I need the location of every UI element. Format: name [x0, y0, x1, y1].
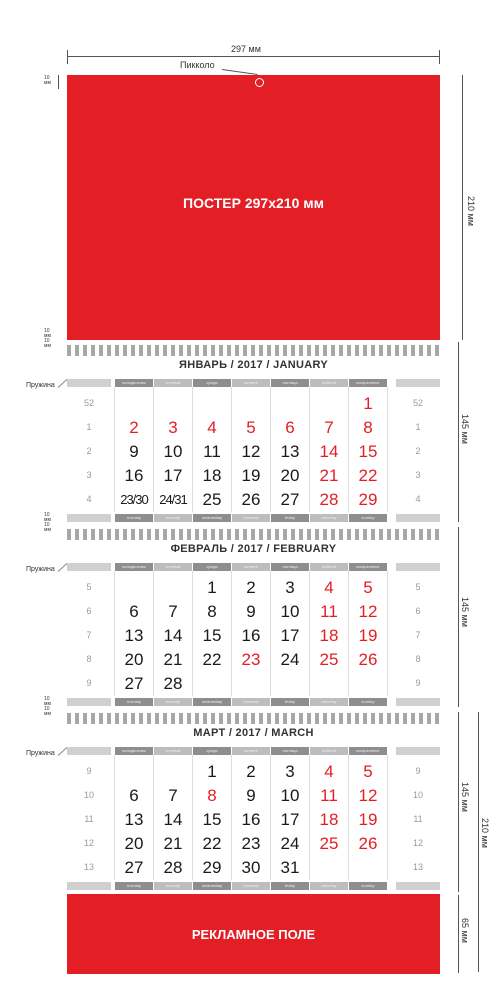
calendar-day: 1: [363, 394, 373, 413]
week-number: 8: [415, 654, 421, 664]
poster-height-line: [462, 75, 463, 340]
calendar-day: 13: [124, 810, 144, 829]
calendar-day: 7: [168, 786, 178, 805]
week-number: 12: [83, 838, 94, 848]
calendar-day: 20: [124, 650, 144, 669]
calendar-day: 16: [124, 466, 144, 485]
calendar-day: 22: [202, 650, 222, 669]
calendar-day: 8: [207, 602, 217, 621]
weekday-label: пятница: [271, 379, 309, 387]
week-number: 3: [415, 470, 421, 480]
week-number: 11: [413, 814, 423, 824]
week-number: 7: [415, 630, 421, 640]
weekday-label: четверг: [232, 379, 270, 387]
weekday-label: четверг: [232, 563, 270, 571]
weekday-header-ru: [115, 379, 388, 387]
block-dim-line-1: [458, 342, 459, 522]
week-number: 2: [86, 446, 92, 456]
calendar-day: 4: [207, 418, 217, 437]
block3-height-label: 145 мм: [460, 782, 470, 812]
calendar-day: 3: [285, 578, 295, 597]
calendar-day: 18: [202, 466, 222, 485]
calendar-day: 24/31: [159, 492, 187, 507]
calendar-day: 28: [163, 858, 183, 877]
week-header-bar: [396, 747, 440, 755]
calendar-day: 24: [280, 650, 300, 669]
week-number: 7: [86, 630, 92, 640]
calendar-day: 3: [285, 762, 295, 781]
calendar-day: 28: [319, 490, 339, 509]
week-number: 9: [415, 766, 421, 776]
calendar-day: 26: [358, 834, 378, 853]
calendar-day: 27: [280, 490, 300, 509]
calendar-day: 6: [285, 418, 295, 437]
calendar-day: 2: [129, 418, 139, 437]
weekday-header-en: [115, 514, 388, 522]
weekday-header-ru: [115, 747, 388, 755]
calendar-day: 17: [163, 466, 183, 485]
spring-dim-label: 10 мм 10 мм: [44, 512, 51, 533]
calendar-day: 29: [202, 858, 222, 877]
calendar-day: 22: [202, 834, 222, 853]
calendar-day: 13: [124, 626, 144, 645]
weekday-label-en: sunday: [349, 882, 387, 890]
weekday-label: среда: [193, 379, 231, 387]
spring-binding: [67, 345, 440, 356]
ad-text: РЕКЛАМНОЕ ПОЛЕ: [191, 927, 316, 942]
piccolo-label: Пикколо: [180, 60, 215, 70]
weekday-label-en: friday: [271, 514, 309, 522]
week-number: 1: [415, 422, 421, 432]
weekday-label-en: friday: [271, 882, 309, 890]
block-dim-line-3: [458, 712, 459, 892]
calendar-day: 9: [129, 442, 139, 461]
weekday-label-en: tuesday: [154, 514, 192, 522]
column-separator: [387, 755, 388, 880]
weekday-label: понедельник: [115, 379, 153, 387]
calendar-day: 1: [207, 578, 217, 597]
calendar-day: 25: [202, 490, 222, 509]
weekday-label-en: tuesday: [154, 882, 192, 890]
calendar-day: 30: [241, 858, 261, 877]
weekday-label-en: monday: [115, 698, 153, 706]
calendar-day: 14: [319, 442, 339, 461]
month-title: МАРТ / 2017 / MARCH: [193, 727, 314, 739]
dimension-tick: [67, 50, 68, 64]
week-footer-bar: [396, 514, 440, 522]
bottom-height-label: 65 мм: [460, 918, 470, 943]
calendar-day: 15: [358, 442, 378, 461]
dimension-tick: [439, 50, 440, 64]
left-dim-line: [58, 75, 59, 89]
week-header-bar: [67, 563, 111, 571]
calendar-day: 5: [246, 418, 256, 437]
calendar-day: 9: [246, 602, 256, 621]
block-dim-line-2: [458, 527, 459, 707]
calendar-day: 16: [241, 626, 261, 645]
calendar-day: 16: [241, 810, 261, 829]
overall-height-label: 210 мм: [480, 818, 490, 848]
weekday-label: среда: [193, 747, 231, 755]
calendar-day: 4: [324, 578, 334, 597]
calendar-day: 20: [280, 466, 300, 485]
week-number: 1: [86, 422, 92, 432]
calendar-day: 21: [319, 466, 339, 485]
weekday-label-en: wednesday: [193, 698, 231, 706]
poster-height-label: 210 мм: [466, 196, 476, 226]
weekday-label: суббота: [310, 563, 348, 571]
week-number: 12: [412, 838, 423, 848]
calendar-day: 14: [163, 626, 183, 645]
week-number: 11: [84, 814, 94, 824]
calendar-day: 5: [363, 578, 373, 597]
calendar-day: 23: [241, 650, 261, 669]
weekday-label-en: thursday: [232, 514, 270, 522]
spring-binding: [67, 713, 440, 724]
calendar-day: 21: [163, 650, 183, 669]
weekday-label-en: thursday: [232, 698, 270, 706]
weekday-label-en: wednesday: [193, 514, 231, 522]
weekday-header-en: [115, 882, 388, 890]
week-number: 9: [86, 678, 92, 688]
calendar-day: 12: [358, 602, 378, 621]
calendar-day: 8: [363, 418, 373, 437]
calendar-day: 12: [241, 442, 261, 461]
week-footer-bar: [67, 882, 111, 890]
calendar-day: 19: [241, 466, 261, 485]
week-number: 52: [412, 398, 423, 408]
ad-field: [67, 894, 440, 974]
weekday-label: воскресенье: [349, 379, 387, 387]
week-number: 52: [83, 398, 94, 408]
width-dimension-label: 297 мм: [231, 44, 261, 54]
calendar-day: 26: [358, 650, 378, 669]
weekday-label-en: friday: [271, 698, 309, 706]
weekday-header-ru: [115, 563, 388, 571]
poster-text: ПОСТЕР 297х210 мм: [183, 195, 324, 211]
width-dimension-line: [67, 56, 440, 57]
calendar-month-block: [67, 356, 440, 526]
weekday-label: суббота: [310, 747, 348, 755]
weekday-label-en: monday: [115, 514, 153, 522]
column-separator: [387, 571, 388, 696]
week-number: 5: [415, 582, 421, 592]
weekday-label: пятница: [271, 747, 309, 755]
month-title: ФЕВРАЛЬ / 2017 / FEBRUARY: [170, 543, 337, 555]
poster-area: [67, 75, 440, 340]
weekday-label: воскресенье: [349, 563, 387, 571]
calendar-day: 27: [124, 674, 144, 693]
calendar-month-block: [67, 724, 440, 894]
calendar-day: 8: [207, 786, 217, 805]
week-footer-bar: [67, 698, 111, 706]
weekday-label: вторник: [154, 563, 192, 571]
weekday-label: пятница: [271, 563, 309, 571]
spring-binding: [67, 529, 440, 540]
spring-dim-label: 10 мм 10 мм: [44, 696, 51, 717]
weekday-label-en: sunday: [349, 698, 387, 706]
calendar-day: 17: [280, 626, 300, 645]
calendar-day: 11: [203, 442, 221, 461]
weekday-label-en: monday: [115, 882, 153, 890]
week-footer-bar: [396, 882, 440, 890]
hanger-hole-icon: [255, 78, 264, 87]
calendar-day: 6: [129, 786, 139, 805]
calendar-day: 6: [129, 602, 139, 621]
calendar-day: 25: [319, 834, 339, 853]
weekday-label: понедельник: [115, 747, 153, 755]
calendar-day: 3: [168, 418, 178, 437]
block1-height-label: 145 мм: [460, 414, 470, 444]
calendar-day: 10: [163, 442, 183, 461]
week-number: 5: [86, 582, 92, 592]
calendar-day: 20: [124, 834, 144, 853]
calendar-day: 18: [319, 810, 339, 829]
calendar-day: 27: [124, 858, 144, 877]
calendar-day: 5: [363, 762, 373, 781]
week-number: 10: [412, 790, 423, 800]
calendar-day: 17: [280, 810, 300, 829]
week-number: 13: [83, 862, 94, 872]
weekday-label-en: sunday: [349, 514, 387, 522]
week-number: 9: [415, 678, 421, 688]
calendar-day: 7: [324, 418, 334, 437]
weekday-label: четверг: [232, 747, 270, 755]
week-footer-bar: [67, 514, 111, 522]
calendar-day: 12: [358, 786, 378, 805]
calendar-day: 23: [241, 834, 261, 853]
weekday-label-en: saturday: [310, 514, 348, 522]
calendar-day: 29: [358, 490, 378, 509]
calendar-month-block: [67, 540, 440, 710]
block2-height-label: 145 мм: [460, 597, 470, 627]
calendar-day: 11: [320, 786, 338, 805]
calendar-day: 2: [246, 578, 256, 597]
calendar-day: 26: [241, 490, 261, 509]
calendar-day: 23/30: [120, 492, 148, 507]
week-header-bar: [67, 747, 111, 755]
calendar-day: 9: [246, 786, 256, 805]
week-number: 10: [83, 790, 94, 800]
weekday-label-en: wednesday: [193, 882, 231, 890]
week-footer-bar: [396, 698, 440, 706]
weekday-label: суббота: [310, 379, 348, 387]
week-number: 8: [86, 654, 92, 664]
week-number: 4: [415, 494, 421, 504]
week-number: 2: [415, 446, 421, 456]
week-number: 6: [86, 606, 92, 616]
calendar-day: 24: [280, 834, 300, 853]
calendar-day: 1: [207, 762, 217, 781]
calendar-day: 11: [320, 602, 338, 621]
week-number: 13: [412, 862, 423, 872]
weekday-label-en: saturday: [310, 698, 348, 706]
week-number: 3: [86, 470, 92, 480]
week-header-bar: [67, 379, 111, 387]
calendar-day: 14: [163, 810, 183, 829]
calendar-day: 19: [358, 626, 378, 645]
calendar-day: 2: [246, 762, 256, 781]
month-title: ЯНВАРЬ / 2017 / JANUARY: [179, 359, 328, 371]
top-10-label: 10 мм: [44, 75, 51, 86]
column-separator: [387, 387, 388, 512]
weekday-header-en: [115, 698, 388, 706]
weekday-label-en: saturday: [310, 882, 348, 890]
spring-label: Пружина: [26, 750, 55, 757]
calendar-day: 4: [324, 762, 334, 781]
weekday-label-en: tuesday: [154, 698, 192, 706]
week-header-bar: [396, 563, 440, 571]
week-number: 9: [86, 766, 92, 776]
week-number: 6: [415, 606, 421, 616]
calendar-day: 28: [163, 674, 183, 693]
calendar-day: 15: [202, 626, 222, 645]
weekday-label: понедельник: [115, 563, 153, 571]
week-number: 4: [86, 494, 92, 504]
calendar-day: 25: [319, 650, 339, 669]
calendar-day: 10: [280, 602, 300, 621]
calendar-day: 15: [202, 810, 222, 829]
weekday-label: вторник: [154, 747, 192, 755]
bottom-dim-line: [458, 895, 459, 973]
weekday-label: среда: [193, 563, 231, 571]
calendar-day: 31: [280, 858, 300, 877]
calendar-day: 19: [358, 810, 378, 829]
calendar-day: 13: [280, 442, 300, 461]
calendar-day: 18: [319, 626, 339, 645]
spring-label: Пружина: [26, 382, 55, 389]
weekday-label: воскресенье: [349, 747, 387, 755]
calendar-day: 22: [358, 466, 378, 485]
overall-dim-line: [478, 712, 479, 972]
calendar-day: 7: [168, 602, 178, 621]
spring-dim-label: 10 мм 10 мм: [44, 328, 51, 349]
calendar-day: 10: [280, 786, 300, 805]
spring-label: Пружина: [26, 566, 55, 573]
weekday-label-en: thursday: [232, 882, 270, 890]
calendar-day: 21: [163, 834, 183, 853]
week-header-bar: [396, 379, 440, 387]
weekday-label: вторник: [154, 379, 192, 387]
